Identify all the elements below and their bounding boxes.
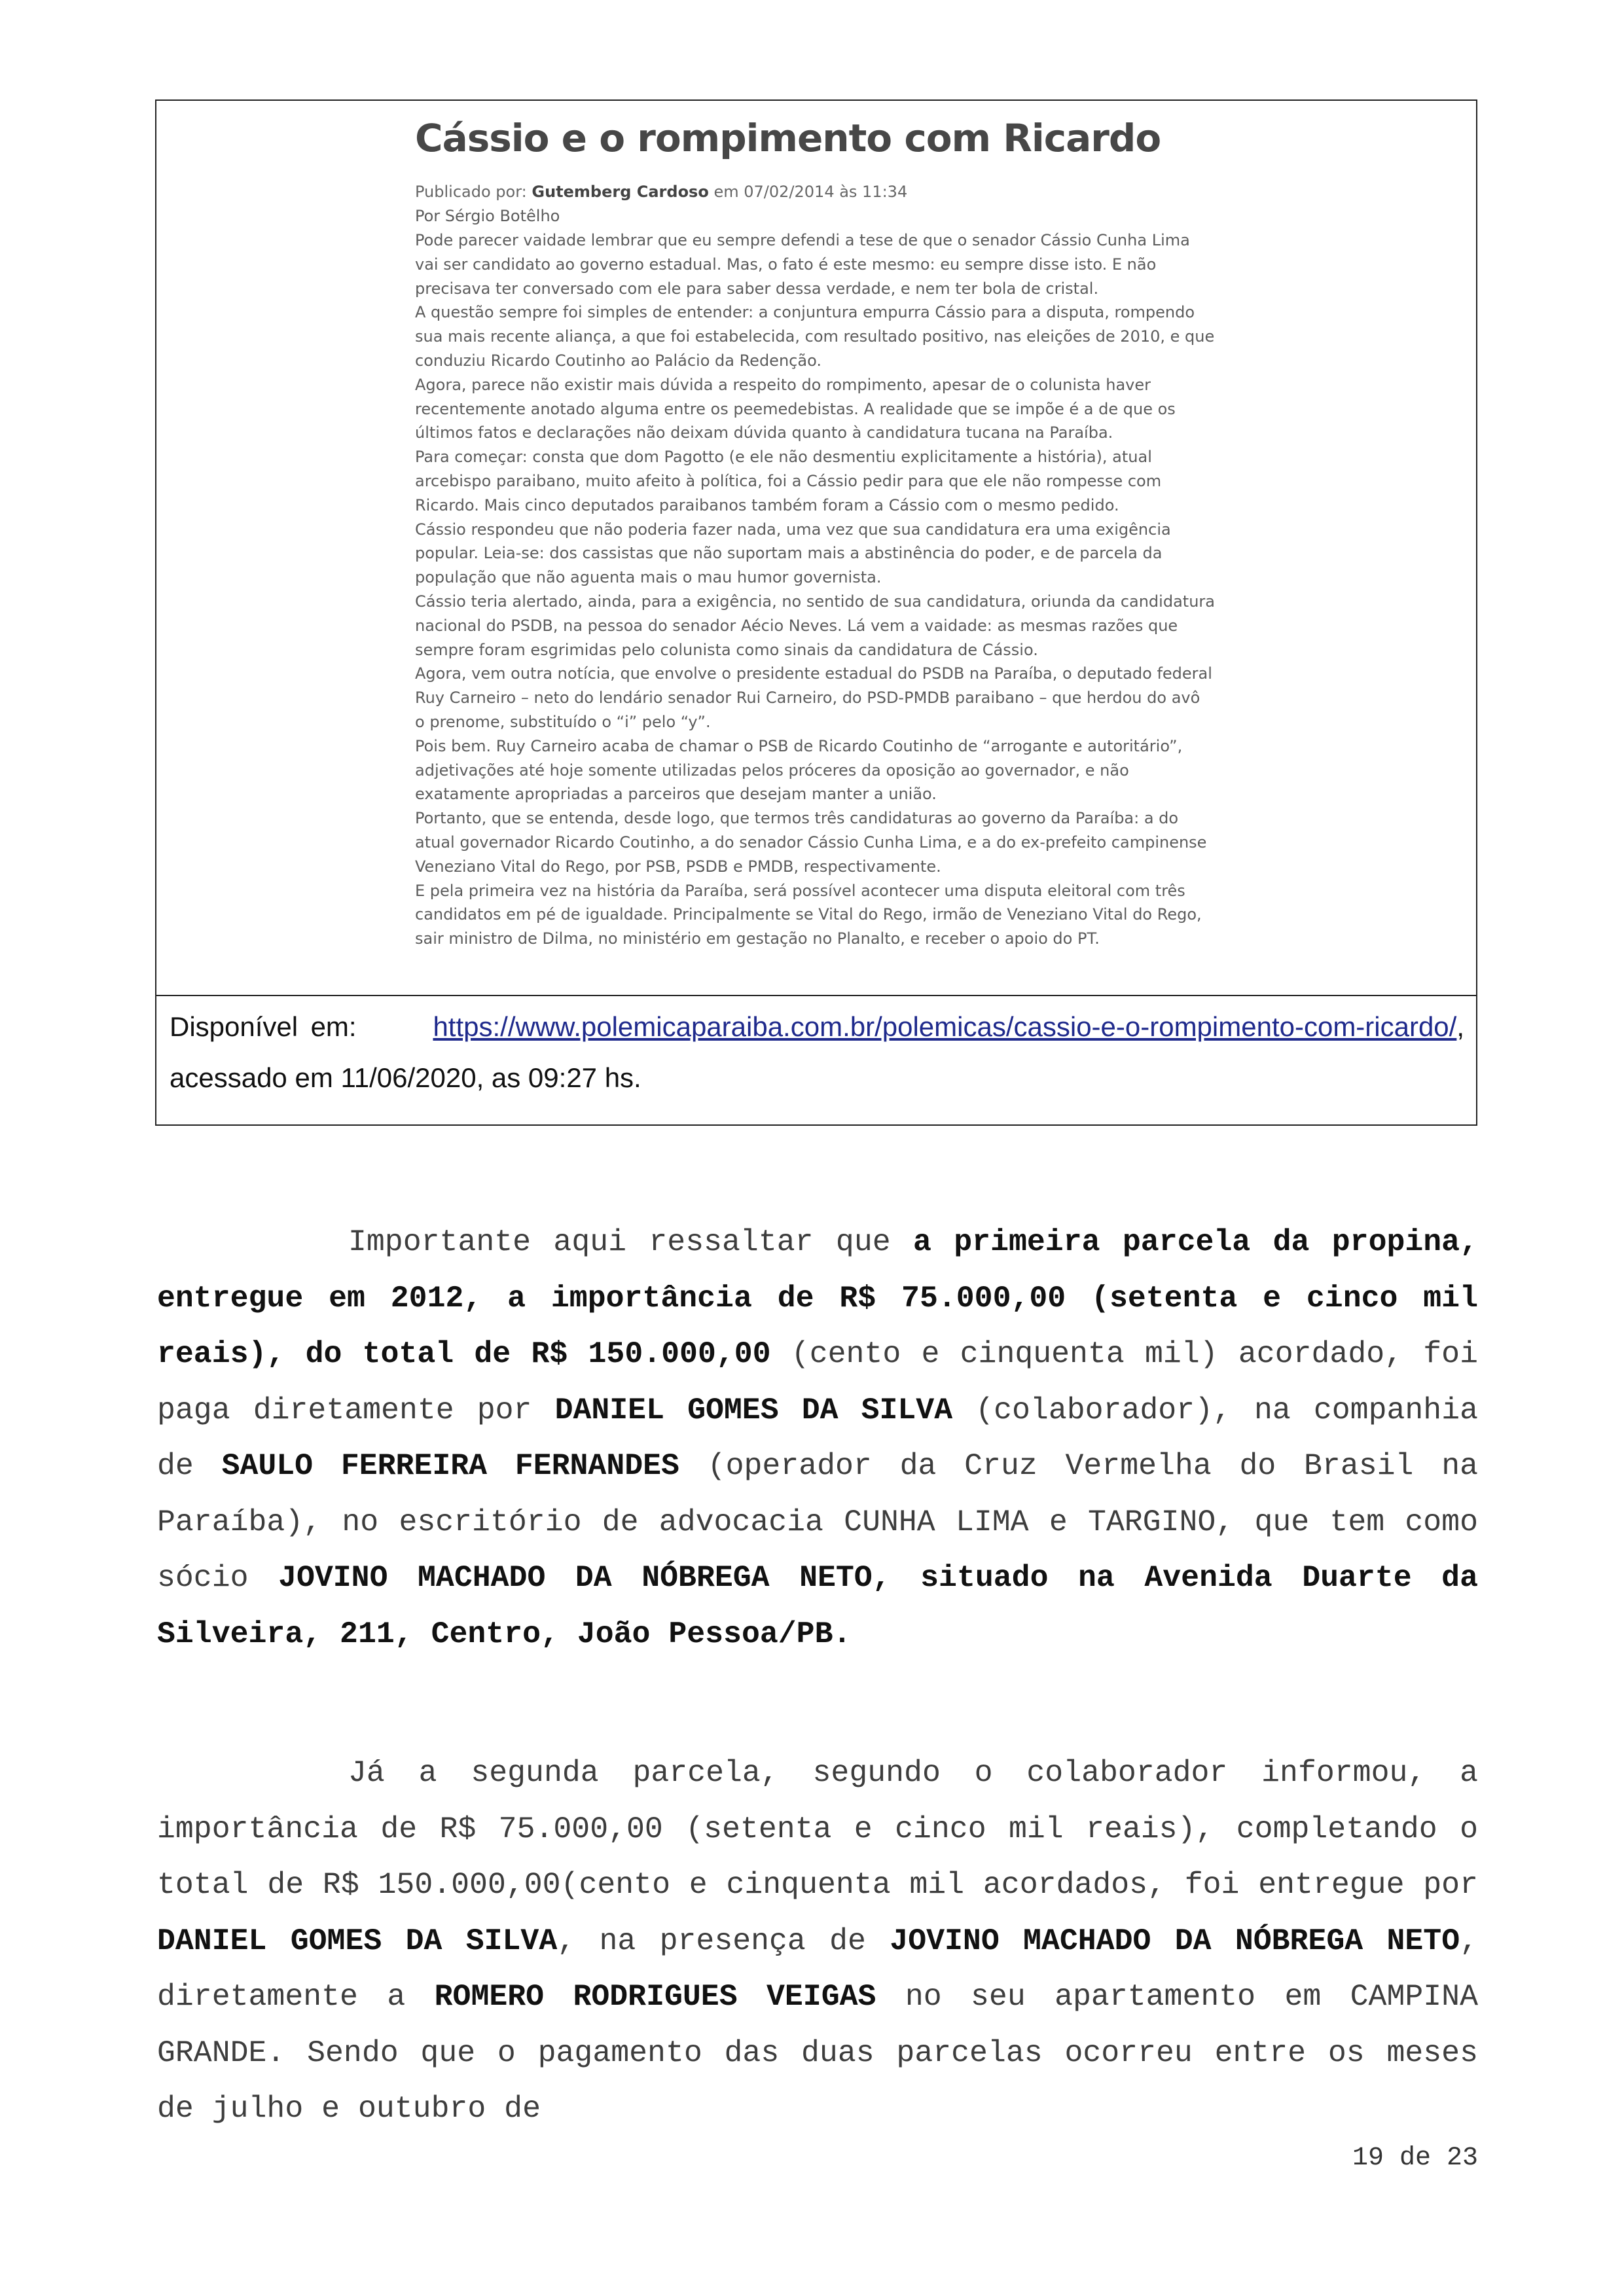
p1-text-4: (operador da Cruz Vermelha do Brasil na Paraíba), no escritório de advocacia CUNHA LIMA e TARGINO, que tem como sócio (157, 1448, 1478, 1595)
p2-bold-jovino: JOVINO MACHADO DA NÓBREGA NETO (890, 1923, 1460, 1958)
p2-text-3: , diretamente a (157, 1923, 1478, 2014)
article-meta (415, 180, 1384, 204)
article-title: Cássio e o rompimento com Ricardo (415, 116, 1161, 160)
article-line: adjetivações até hoje somente utilizadas pelos próceres da oposição ao governador, e não (415, 761, 1129, 780)
article-line: Agora, vem outra notícia, que envolve o presidente estadual do PSDB na Paraíba, o deputado federal (415, 664, 1212, 683)
article-line: Ricardo. Mais cinco deputados paraibanos também foram a Cássio com o mesmo pedido. (415, 495, 1119, 514)
article-line: exatamente apropriadas a parceiros que desejam manter a união. (415, 785, 937, 804)
meta-author: Gutemberg Cardoso (532, 183, 709, 202)
article-line: recentemente anotado alguma entre os peemedebistas. A realidade que se impõe é a de que os (415, 399, 1176, 418)
article-line: sempre foram esgrimidas pelo colunista como sinais da candidatura de Cássio. (415, 640, 1038, 659)
article-line: Pode parecer vaidade lembrar que eu sempre defendi a tese de que o senador Cássio Cunha Lima (415, 230, 1190, 249)
meta-prefix: Publicado por: (415, 183, 527, 202)
p1-bold-saulo: SAULO FERREIRA FERNANDES (221, 1448, 679, 1483)
article-line: sair ministro de Dilma, no ministério em gestação no Planalto, e receber o apoio do PT. (415, 929, 1100, 948)
article-line: sua mais recente aliança, a que foi estabelecida, com resultado positivo, nas eleições de 2010, e que (415, 327, 1215, 346)
source-citation (170, 1001, 1464, 1103)
article-line: arcebispo paraibano, muito afeito à política, foi a Cássio pedir para que ele não rompesse com (415, 471, 1162, 490)
article-line: Pois bem. Ruy Carneiro acaba de chamar o PSB de Ricardo Coutinho de “arrogante e autoritário”, (415, 736, 1183, 755)
article-line: últimos fatos e declarações não deixam dúvida quanto à candidatura tucana na Paraíba. (415, 423, 1113, 442)
p1-text-1: Importante aqui ressaltar que (348, 1225, 913, 1259)
p2-bold-romero: ROMERO RODRIGUES VEIGAS (434, 1979, 876, 2014)
article-line: Agora, parece não existir mais dúvida a respeito do rompimento, apesar de o colunista haver (415, 375, 1151, 394)
article-body (415, 204, 1384, 951)
article-line: vai ser candidato ao governo estadual. Mas, o fato é este mesmo: eu sempre disse isto. E não (415, 255, 1157, 274)
p2-text-4: no seu apartamento em CAMPINA GRANDE. Sendo que o pagamento das duas parcelas ocorreu entre os meses de julho e outubro de (157, 1979, 1478, 2126)
article-line: Veneziano Vital do Rego, por PSB, PSDB e PMDB, respectivamente. (415, 857, 941, 876)
article-line: Cássio teria alertado, ainda, para a exigência, no sentido de sua candidatura, oriunda da candidatura (415, 592, 1215, 611)
article-screenshot (156, 101, 1476, 996)
p2-text-1: Já a segunda parcela, segundo o colaborador informou, a importância de R$ 75.000,00 (setenta e cinco mil reais), completando o total de R$ 150.000,00(cento e cinquenta mil acordados, foi entregue por (157, 1755, 1478, 1902)
paragraph-second-installment (157, 1745, 1478, 2137)
article-line: nacional do PSDB, na pessoa do senador Aécio Neves. Lá vem a vaidade: as mesmas razões que (415, 616, 1178, 635)
page-number: 19 de 23 (1352, 2144, 1478, 2173)
article-line: conduziu Ricardo Coutinho ao Palácio da Redenção. (415, 351, 821, 370)
source-suffix: , acessado em 11/06/2020, as 09:27 hs. (170, 1011, 1465, 1093)
article-line: atual governador Ricardo Coutinho, a do senador Cássio Cunha Lima, e a do ex-prefeito campinense (415, 833, 1207, 852)
p2-text-2: , na presença de (557, 1923, 890, 1958)
article-line: precisava ter conversado com ele para saber dessa verdade, e nem ter bola de cristal. (415, 279, 1099, 298)
p1-bold-1: a primeira parcela da propina, entregue em 2012, a importância de R$ 75.000,00 (setenta e cinco mil reais), do total de R$ 150.000,00 (157, 1225, 1478, 1371)
article-screenshot-frame (155, 99, 1477, 1126)
article-line: Ruy Carneiro – neto do lendário senador Rui Carneiro, do PSD-PMDB paraibano – que herdou do avô (415, 689, 1200, 708)
source-prefix: Disponível em: (170, 1011, 357, 1042)
paragraph-first-installment (157, 1214, 1478, 1662)
article-content (415, 114, 1384, 951)
source-link[interactable]: https://www.polemicaparaiba.com.br/polemicas/cassio-e-o-rompimento-com-ricardo/ (433, 1011, 1457, 1042)
p2-bold-daniel: DANIEL GOMES DA SILVA (157, 1923, 558, 1958)
article-line: E pela primeira vez na história da Paraíba, será possível acontecer uma disputa eleitoral com três (415, 881, 1185, 900)
article-line: Portanto, que se entenda, desde logo, que termos três candidaturas ao governo da Paraíba: a do (415, 809, 1179, 828)
p1-bold-jovino: JOVINO MACHADO DA NÓBREGA NETO, situado na Avenida Duarte da Silveira, 211, Centro, João Pessoa/PB. (157, 1560, 1478, 1651)
article-line: o prenome, substituído o “i” pelo “y”. (415, 712, 711, 731)
p1-bold-daniel: DANIEL GOMES DA SILVA (554, 1392, 953, 1427)
article-line: população que não aguenta mais o mau humor governista. (415, 568, 882, 587)
article-line: candidatos em pé de igualdade. Principalmente se Vital do Rego, irmão de Veneziano Vital do Rego, (415, 905, 1202, 924)
meta-date: em 07/02/2014 às 11:34 (713, 183, 908, 202)
p1-text-2: (cento e cinquenta mil) acordado, foi paga diretamente por (157, 1336, 1478, 1427)
article-line: A questão sempre foi simples de entender: a conjuntura empurra Cássio para a disputa, rompendo (415, 303, 1195, 322)
article-line: Para começar: consta que dom Pagotto (e ele não desmentiu explicitamente a história), atual (415, 448, 1152, 467)
p1-text-3: (colaborador), na companhia de (157, 1392, 1479, 1483)
article-line: popular. Leia-se: dos cassistas que não suportam mais a abstinência do poder, e de parcela da (415, 544, 1163, 563)
article-line: Por Sérgio Botêlho (415, 207, 560, 226)
article-line: Cássio respondeu que não poderia fazer nada, uma vez que sua candidatura era uma exigência (415, 520, 1171, 539)
